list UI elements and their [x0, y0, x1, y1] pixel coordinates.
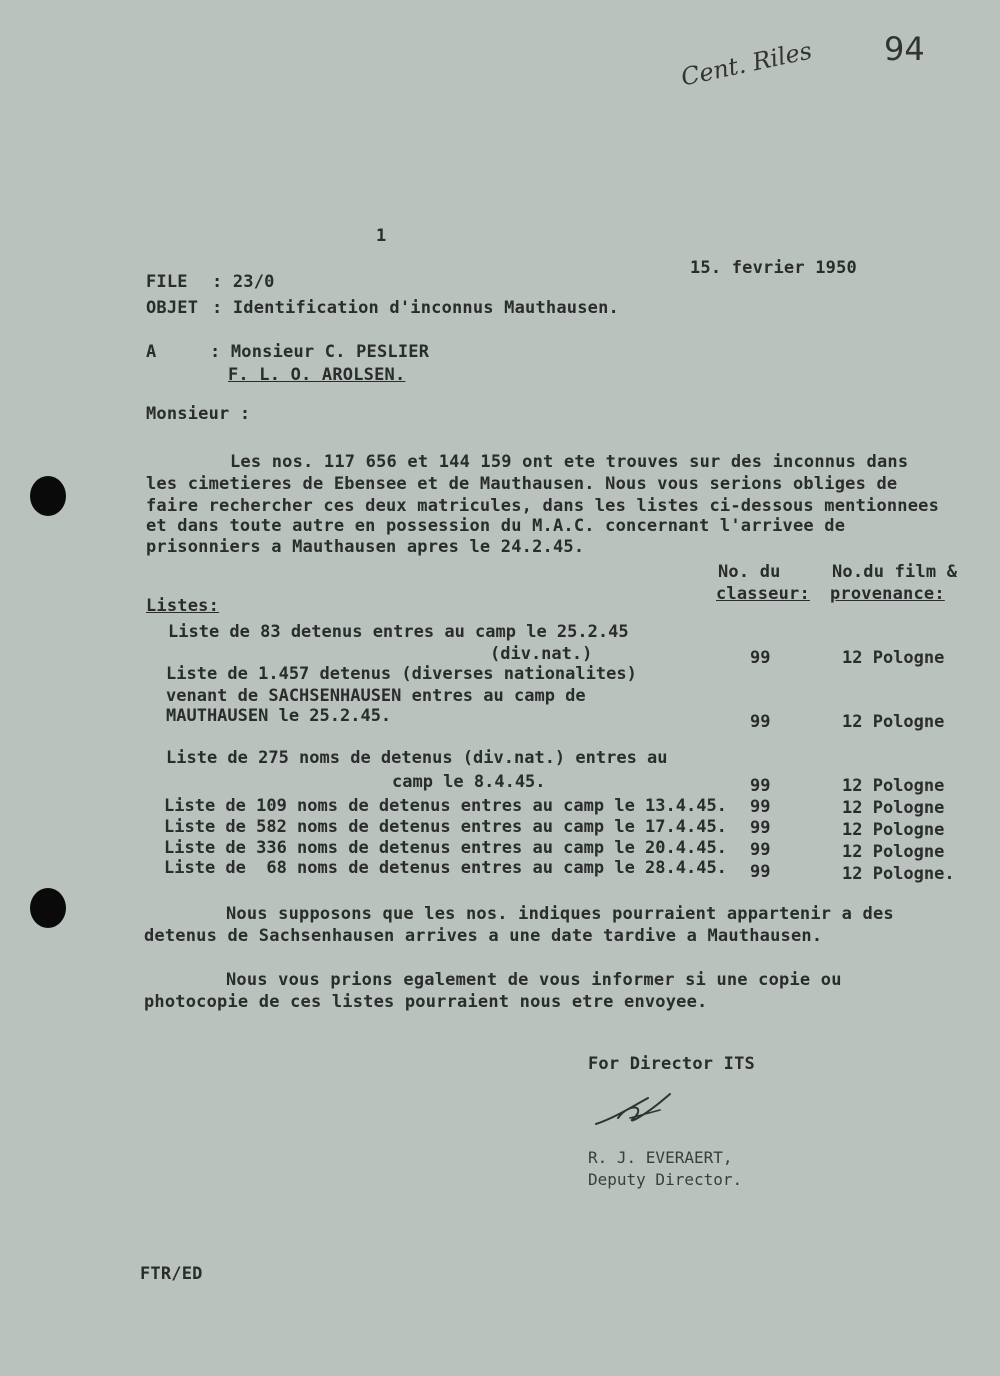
listes-label: Listes:	[146, 596, 220, 616]
list-item-line: Liste de 68 noms de detenus entres au camp le 28.4.45.	[164, 858, 727, 878]
paragraph-1-line: faire rechercher ces deux matricules, dans les listes ci-dessous mentionnees	[146, 496, 940, 516]
classeur-header-line-2: classeur:	[716, 584, 810, 604]
list-item-line: camp le 8.4.45.	[392, 772, 546, 792]
list-item-classeur: 99	[750, 862, 771, 882]
reference-initials: FTR/ED	[140, 1264, 203, 1284]
list-item-line: Liste de 582 noms de detenus entres au camp le 17.4.45.	[164, 817, 727, 837]
objet-value: : Identification d'inconnus Mauthausen.	[212, 298, 619, 318]
list-item-film: 12 Pologne	[842, 842, 945, 862]
page-number: 94	[884, 30, 925, 68]
list-item-line: Liste de 1.457 detenus (diverses nationalites)	[166, 664, 637, 684]
document-date: 15. fevrier 1950	[690, 258, 857, 278]
signature-for-line: For Director ITS	[588, 1054, 755, 1074]
list-item-classeur: 99	[750, 712, 771, 732]
list-item-film: 12 Pologne	[842, 648, 945, 668]
objet-label: OBJET	[146, 298, 199, 318]
signature-title: Deputy Director.	[588, 1170, 743, 1189]
paragraph-2-line: detenus de Sachsenhausen arrives a une date tardive a Mauthausen.	[144, 926, 823, 946]
list-item-line: Liste de 336 noms de detenus entres au camp le 20.4.45.	[164, 838, 727, 858]
paragraph-1-line: les cimetieres de Ebensee et de Mauthausen. Nous vous serions obliges de	[146, 474, 898, 494]
salutation: Monsieur :	[146, 404, 251, 424]
paragraph-3-line: Nous vous prions egalement de vous informer si une copie ou	[226, 970, 842, 990]
list-item-film: 12 Pologne.	[842, 864, 955, 884]
signature-name: R. J. EVERAERT,	[588, 1148, 733, 1167]
list-item-film: 12 Pologne	[842, 776, 945, 796]
paragraph-1-line: Les nos. 117 656 et 144 159 ont ete trouves sur des inconnus dans	[230, 452, 909, 472]
list-item-line: (div.nat.)	[490, 644, 593, 664]
list-item-line: Liste de 109 noms de detenus entres au camp le 13.4.45.	[164, 796, 727, 816]
handwritten-signature	[590, 1088, 680, 1134]
paragraph-3-line: photocopie de ces listes pourraient nous etre envoyee.	[144, 992, 708, 1012]
addressee-label: A	[146, 342, 157, 362]
list-item-classeur: 99	[750, 818, 771, 838]
list-item-classeur: 99	[750, 797, 771, 817]
punch-hole-bottom	[30, 888, 66, 928]
handwritten-reference: Cent. Riles	[678, 36, 815, 92]
list-item-film: 12 Pologne	[842, 798, 945, 818]
file-value: : 23/0	[212, 272, 275, 292]
classeur-header-line-1: No. du	[718, 562, 781, 582]
paragraph-1-line: prisonniers a Mauthausen apres le 24.2.45.	[146, 537, 585, 557]
list-item-film: 12 Pologne	[842, 820, 945, 840]
list-item-line: Liste de 275 noms de detenus (div.nat.) entres au	[166, 748, 668, 768]
list-item-line: MAUTHAUSEN le 25.2.45.	[166, 706, 392, 726]
list-item-line: Liste de 83 detenus entres au camp le 25.2.45	[168, 622, 629, 642]
file-label: FILE	[146, 272, 188, 292]
list-item-classeur: 99	[750, 776, 771, 796]
list-item-classeur: 99	[750, 840, 771, 860]
addressee-line-2: F. L. O. AROLSEN.	[228, 365, 406, 385]
film-header-line-2: provenance:	[830, 584, 945, 604]
page-marker: 1	[376, 226, 387, 246]
list-item-line: venant de SACHSENHAUSEN entres au camp de	[166, 686, 586, 706]
punch-hole-top	[30, 476, 66, 516]
paragraph-2-line: Nous supposons que les nos. indiques pourraient appartenir a des	[226, 904, 894, 924]
film-header-line-1: No.du film &	[832, 562, 958, 582]
list-item-classeur: 99	[750, 648, 771, 668]
list-item-film: 12 Pologne	[842, 712, 945, 732]
addressee-line-1: : Monsieur C. PESLIER	[210, 342, 430, 362]
paragraph-1-line: et dans toute autre en possession du M.A.C. concernant l'arrivee de	[146, 516, 846, 536]
